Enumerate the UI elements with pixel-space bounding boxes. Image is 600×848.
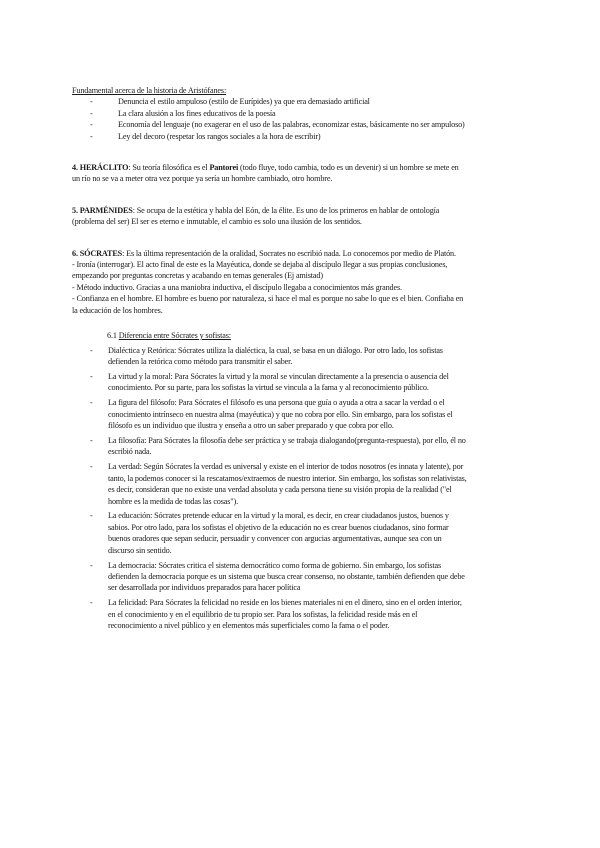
intro-heading: Fundamental acerca de la historia de Aristófanes: (72, 86, 227, 95)
intro-list (72, 96, 528, 142)
list-item: - Economía del lenguaje (no exagerar en el uso de las palabras, economizar estas, básicamente no ser ampuloso) (90, 120, 465, 130)
socrates-name: SÓCRATES (79, 248, 123, 258)
list-item: - La democracia: Sócrates critica el sistema democrático como forma de gobierno. Sin embargo, los sofistas defienden la democracia porque es un sistema que busca crear consenso, no obstante, también defienden que debe ser desarrollada por individuos preparados para hacer política (90, 560, 465, 593)
pantorei-term: Pantorei (209, 163, 239, 173)
list-item: - Dialéctica y Retórica: Sócrates utiliza la dialéctica, la cual, se basa en un diálogo. Por otro lado, los sofistas defienden la retórica como método para transmitir el saber. (90, 345, 443, 367)
parmenides-name: PARMÉNIDES (79, 205, 133, 215)
list-item: - La educación: Sócrates pretende educar en la virtud y la moral, es decir, en crear ciudadanos justos, buenos y sabios. Por otro lado, para los sofistas el objetivo de la educación no es crear buenos ciudadanos, sino formar buenos oradores que sepan seducir, persuadir y convencer con argucias argumentativas, aunque sea con un discurso sin sentido. (90, 511, 449, 555)
list-item: - La filosofía: Para Sócrates la filosofía debe ser práctica y se trabaja dialogando(pregunta-respuesta), por ello, él no escribió nada. (90, 436, 466, 457)
differences-heading: 6.1 Diferencia entre Sócrates y sofistas: (107, 331, 231, 341)
list-item: - Denuncia el estilo ampuloso (estilo de Eurípides) ya que era demasiado artificial (90, 97, 370, 107)
heraclito-paragraph: 4. HERÁCLITO: Su teoría filosófica es el Pantorei (todo fluye, todo cambia, todo es un devenir) si un hombre se mete en un río no se va a meter otra vez porque ya sería un hombre cambiado, otro hombre. (72, 163, 459, 184)
heraclito-name: HERÁCLITO (79, 163, 129, 173)
list-item: - La clara alusión a los fines educativos de la poesía (90, 108, 276, 118)
differences-list (72, 345, 528, 632)
list-item: - Ley del decoro (respetar los rangos sociales a la hora de escribir) (90, 131, 321, 141)
parmenides-paragraph: 5. PARMÉNIDES: Se ocupa de la estética y habla del Eón, de la élite. Es uno de los primeros en hablar de ontología (problema del ser) El ser es eterno e inmutable, el cambio es solo una ilusión de los sentidos. (72, 205, 440, 227)
document-content (72, 85, 528, 635)
list-item: - La virtud y la moral: Para Sócrates la virtud y la moral se vinculan directamente a la presencia o ausencia del conocimiento. Por su parte, para los sofistas la virtud se vincula a la fama y al reconocimiento público. (90, 372, 449, 393)
list-item: - La felicidad: Para Sócrates la felicidad no reside en los bienes materiales ni en el dinero, sino en el orden interior, en el conocimiento y en el equilibrio de tu propio ser. Para los sofistas, la felicidad reside más en el reconocimiento a nivel público y en elementos más superficiales como la fama o el poder. (90, 598, 462, 631)
list-item: - La verdad: Según Sócrates la verdad es universal y existe en el interior de todos nosotros (es innata y latente), por tanto, la podemos conocer si la rescatamos/extraemos de nuestro interior. Sin embargo, los sofistas son relativistas, es decir, consideran que no existe una verdad absoluta y cada persona tiene su visión propia de la realidad ("el hombre es la medida de todas las cosas"). (90, 462, 467, 506)
socrates-paragraph: 6. SÓCRATES: Es la última representación de la oralidad, Socrates no escribió nada. Lo conocemos por medio de Platón. - Ironía (interrogar). El acto final de este es la Mayéutica, donde se dejaba al discípulo llegar a sus propias conclusiones, empezando por preguntas concretas y acabando en temas generales (Ej amistad) - Método inductivo. Gracias a una maniobra inductiva, el discípulo llegaba a conocimientos más grandes. - Confianza en el hombre. El hombre es bueno por naturaleza, si hace el mal es porque no sabe lo que es el bien. Confiaba en la educación de los hombres. (72, 248, 464, 315)
list-item: - La figura del filósofo: Para Sócrates el filósofo es una persona que guía o ayuda a otra a sacar la verdad o el conocimiento intrínseco en nuestra alma (mayéutica) y que no cobra por ello. Sin embargo, para los sofistas el filósofo es un individuo que ilustra y enseña a otro un saber preparado y que cobra por ello. (90, 398, 453, 431)
